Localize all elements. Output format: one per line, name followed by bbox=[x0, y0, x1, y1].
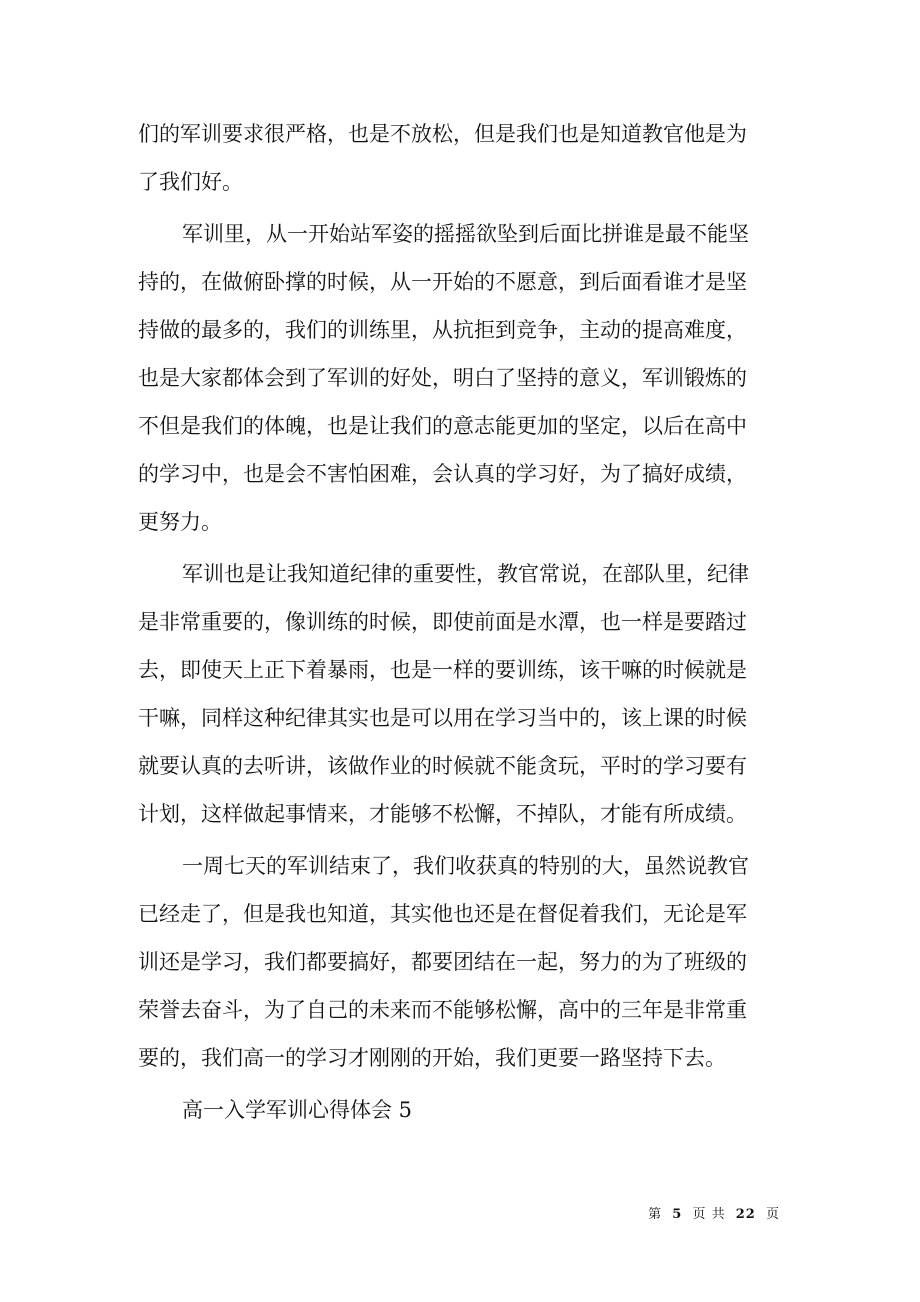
text-line: 也是大家都体会到了军训的好处，明白了坚持的意义，军训锻炼的 bbox=[138, 366, 747, 390]
text-line: 们的军训要求很严格，也是不放松，但是我们也是知道教官他是为 bbox=[138, 122, 747, 146]
total-pages-number: 22 bbox=[735, 1207, 756, 1222]
text-line: 就要认真的去听讲，该做作业的时候就不能贪玩，平时的学习要有 bbox=[138, 754, 747, 778]
text-line: 了我们好。 bbox=[138, 170, 243, 194]
text-line: 的学习中，也是会不害怕困难，会认真的学习好，为了搞好成绩， bbox=[138, 462, 747, 486]
text-line: 一周七天的军训结束了，我们收获真的特别的大，虽然说教官 bbox=[182, 854, 749, 878]
text-line: 军训也是让我知道纪律的重要性，教官常说，在部队里，纪律 bbox=[182, 562, 749, 586]
text-line: 去，即使天上正下着暴雨，也是一样的要训练，该干嘛的时候就是 bbox=[138, 658, 747, 682]
text-line: 要的，我们高一的学习才刚刚的开始，我们更要一路坚持下去。 bbox=[138, 1046, 726, 1070]
footer-suffix: 页 bbox=[765, 1207, 780, 1222]
footer-prefix: 第 bbox=[648, 1207, 663, 1222]
text-line: 更努力。 bbox=[138, 510, 222, 534]
text-line: 持的，在做俯卧撑的时候，从一开始的不愿意，到后面看谁才是坚 bbox=[138, 270, 747, 294]
text-line: 计划，这样做起事情来，才能够不松懈，不掉队，才能有所成绩。 bbox=[138, 802, 747, 826]
text-line: 是非常重要的，像训练的时候，即使前面是水潭，也一样是要踏过 bbox=[138, 610, 747, 634]
text-line: 已经走了，但是我也知道，其实他也还是在督促着我们，无论是军 bbox=[138, 902, 747, 926]
section-heading: 高一入学军训心得体会 5 bbox=[182, 1098, 413, 1122]
text-line: 不但是我们的体魄，也是让我们的意志能更加的坚定，以后在高中 bbox=[138, 414, 747, 438]
text-line: 持做的最多的，我们的训练里，从抗拒到竞争，主动的提高难度， bbox=[138, 318, 747, 342]
text-line: 军训里，从一开始站军姿的摇摇欲坠到后面比拼谁是最不能坚 bbox=[182, 222, 749, 246]
text-line: 训还是学习，我们都要搞好，都要团结在一起，努力的为了班级的 bbox=[138, 950, 747, 974]
current-page-number: 5 bbox=[672, 1207, 683, 1222]
footer-middle: 页 共 bbox=[692, 1207, 726, 1222]
text-line: 荣誉去奋斗，为了自己的未来而不能够松懈，高中的三年是非常重 bbox=[138, 998, 747, 1022]
page-footer bbox=[648, 1206, 780, 1224]
text-line: 干嘛，同样这种纪律其实也是可以用在学习当中的，该上课的时候 bbox=[138, 706, 747, 730]
